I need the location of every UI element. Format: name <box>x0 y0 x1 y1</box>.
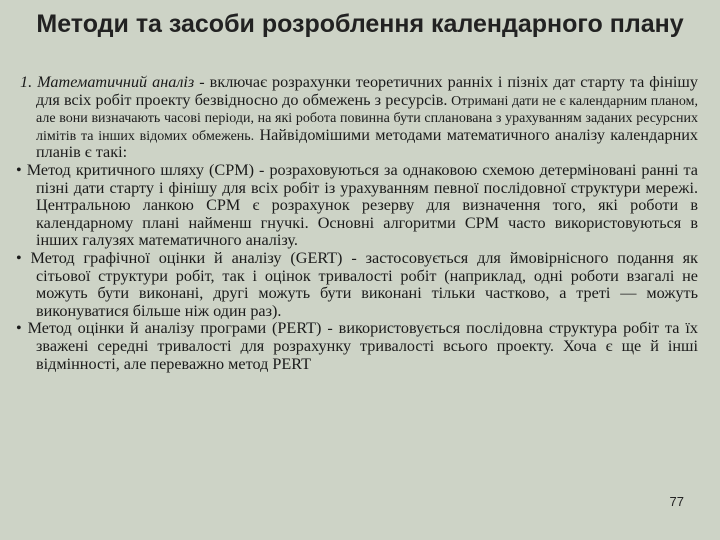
bullet-item-pert <box>16 320 698 373</box>
bullet-text: Метод критичного шляху (CPM) - розраховуються за однаковою схемою детерміновані ранні та пізні дати старту і фінішу для всіх робіт із урахуванням певної послідовної структури мережі. Центральною ланкою CPM є розрахунок резерву для визначення того, які роботи в календарному плані найменш гнучкі. Основні алгоритми CPM часто використовуються в інших галузях математичного аналізу. <box>21 160 698 250</box>
bullet-text: Метод графічної оцінки й аналізу (GERT) - застосовується для ймовірнісного подання як сітьової структури робіт, так і оцінок тривалості робіт (наприклад, одні роботи взагалі не можуть бути виконані, другі можуть бути виконані тільки частково, а треті — можуть виконуватися більше ніж один раз). <box>21 248 698 320</box>
bullet-marker: • <box>16 248 22 267</box>
page-number: 77 <box>669 494 684 509</box>
bullet-item-cpm <box>16 162 698 250</box>
intro-term: 1. Математичний аналіз <box>20 73 195 91</box>
intro-paragraph <box>16 74 698 162</box>
intro-tail-text: Найвідомішими методами математичного аналізу календарних планів є такі: <box>36 125 698 162</box>
slide-body <box>16 74 698 373</box>
bullet-item-gert <box>16 250 698 320</box>
bullet-marker: • <box>16 319 22 338</box>
slide-title: Методи та засоби розроблення календарного плану <box>36 10 684 38</box>
intro-text: - включає розрахунки теоретичних ранніх і пізніх дат старту та фінішу для всіх робіт проекту безвідносно до обмежень з ресурсів. <box>36 73 698 109</box>
bullet-text: Метод оцінки й аналізу програми (PERT) - використовується послідовна структура робіт та їх зважені середні тривалості для розрахунку тривалості всього проекту. Хоча є ще й інші відмінності, але переважно метод PERT <box>21 319 698 373</box>
intro-small-text: Отримані дати не є календарним планом, але вони визначають часові періоди, на які робота повинна бути спланована з урахуванням заданих ресурсних лімітів та інших відомих обмежень. <box>36 93 698 144</box>
bullet-marker: • <box>16 160 22 179</box>
